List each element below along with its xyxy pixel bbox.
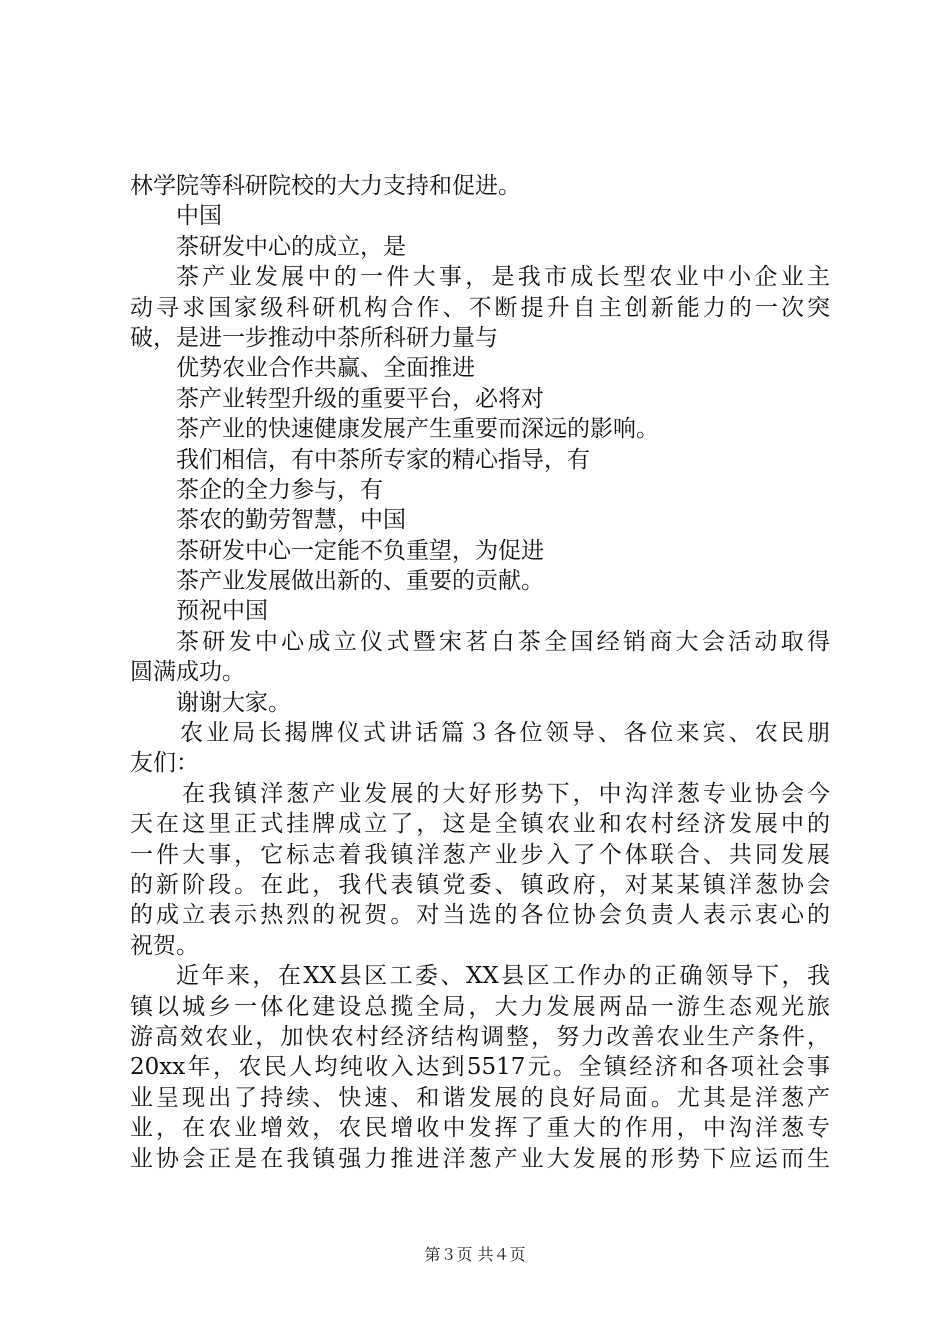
text-line: 预祝中国 [176,598,268,625]
text-line: 谢谢大家。 [176,689,291,716]
text-line: 镇以城乡一体化建设总揽全局，大力发展两品一游生态观光旅 [130,993,830,1020]
text-line: 圆满成功。 [130,659,245,686]
text-line: 天在这里正式挂牌成立了，这是全镇农业和农村经济发展中的 [130,811,830,838]
text-line: 我们相信，有中茶所专家的精心指导，有 [176,446,590,473]
text-line: 的成立表示热烈的祝贺。对当选的各位协会负责人表示衷心的 [130,902,830,929]
text-line: 20xx年，农民人均纯收入达到5517元。全镇经济和各项社会事 [130,1054,830,1081]
text-line: 林学院等科研院校的大力支持和促进。 [130,173,521,199]
text-line: 在我镇洋葱产业发展的大好形势下，中沟洋葱专业协会今 [182,780,830,807]
text-line: 动寻求国家级科研机构合作、不断提升自主创新能力的一次突 [130,294,830,321]
text-line: 茶研发中心成立仪式暨宋茗白茶全国经销商大会活动取得 [176,628,830,655]
text-line: 茶农的勤劳智慧，中国 [176,507,406,534]
text-line: 茶产业发展中的一件大事，是我市成长型农业中小企业主 [176,264,830,291]
text-line: 破，是进一步推动中茶所科研力量与 [130,324,498,351]
text-line: 游高效农业，加快农村经济结构调整，努力改善农业生产条件， [130,1023,830,1050]
text-line: 茶产业的快速健康发展产生重要而深远的影响。 [176,416,659,443]
text-line: 茶产业转型升级的重要平台，必将对 [176,385,544,412]
text-line: 业，在农业增效，农民增收中发挥了重大的作用，中沟洋葱专 [130,1115,830,1142]
text-line: 友们： [130,750,199,777]
text-line: 优势农业合作共赢、全面推进 [176,355,475,382]
text-line: 业呈现出了持续、快速、和谐发展的良好局面。尤其是洋葱产 [130,1084,830,1111]
text-line: 茶企的全力参与，有 [176,476,383,503]
page-number-footer: 第３页 共４页 [424,1245,526,1264]
text-line: 的新阶段。在此，我代表镇党委、镇政府，对某某镇洋葱协会 [130,871,830,898]
body-text [130,171,830,1174]
text-line: 农业局长揭牌仪式讲话篇３各位领导、各位来宾、农民朋 [180,720,830,747]
text-line: 近年来，在XX县区工委、XX县区工作办的正确领导下，我 [176,963,830,990]
text-line: 祝贺。 [130,932,199,959]
text-line: 茶产业发展做出新的、重要的贡献。 [176,568,544,595]
text-line: 业协会正是在我镇强力推进洋葱产业大发展的形势下应运而生 [130,1145,830,1172]
text-line: 茶研发中心的成立，是 [176,233,406,260]
text-line: 一件大事，它标志着我镇洋葱产业步入了个体联合、共同发展 [130,841,830,868]
text-line: 茶研发中心一定能不负重望，为促进 [176,537,544,564]
text-line: 中国 [176,203,222,230]
